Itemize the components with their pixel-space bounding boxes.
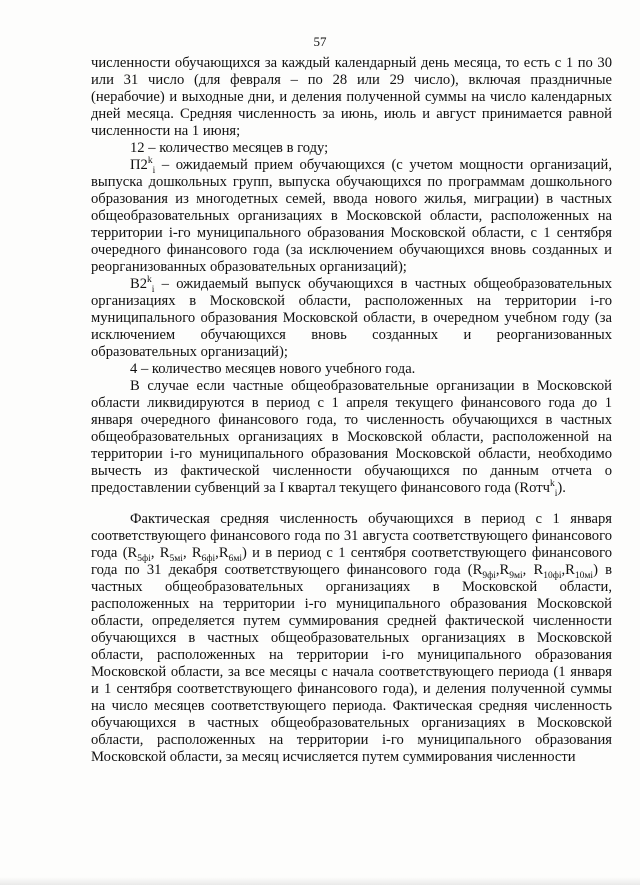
paragraph-text: , R	[182, 545, 202, 561]
paragraph-continuation: численности обучающихся за каждый календарный день месяца, то есть с 1 по 30 или 31 число (для февраля – по 28 или 29 число), включая праздничные (нерабочие) и выходные дни, и деления полученной суммы на число календарных дней месяца. Средняя численность за июнь, июль и август принимается равной численности на 1 июня;	[91, 55, 612, 139]
formula-subscript: 9мi	[509, 570, 523, 581]
formula-subscript: 6мi	[228, 553, 242, 564]
paragraph-text: – ожидаемый выпуск обучающихся в частных общеобразовательных организациях в Московской области, расположенных на территории i-го муниципального образования Московской области, в очередном учебном году (за исключением обучающихся вновь созданных и реорганизованных образовательных организаций);	[91, 276, 612, 360]
paragraph-expected-intake	[91, 157, 612, 276]
paragraph-text: ) и в период с 1 сентября соответствующего финансового года по 31 декабря соответствующего финансового года (R	[91, 545, 612, 578]
formula-symbol: В2	[130, 276, 148, 292]
formula-subscript: 9фi	[482, 570, 496, 581]
paragraph-text: В случае если частные общеобразовательные организации в Московской области ликвидируются в период с 1 апреля текущего финансового года до 1 января очередного финансового года, то численность обучающихся в частных общеобразовательных организациях в Московской области, расположенной на территории i-го муниципального образования Московской области, необходимо вычесть из фактической численности обучающихся по данным отчета о предоставлении субвенций за I квартал текущего финансового года (Rотч	[91, 378, 612, 496]
formula-superscript: k	[147, 275, 152, 286]
formula-subscript: 6фi	[201, 553, 216, 564]
paragraph-text: , R	[150, 545, 170, 561]
paragraph-liquidation-case	[91, 378, 612, 497]
formula-symbol: П2	[130, 157, 148, 173]
formula-subscript: i	[554, 488, 558, 499]
paragraph-actual-average	[91, 511, 612, 766]
formula-subscript: i	[152, 165, 156, 176]
paragraph-months-in-year: 12 – количество месяцев в году;	[130, 140, 329, 156]
paragraph-text: Фактическая средняя численность обучающихся в период с 1 января соответствующего финансового года по 31 августа соответствующего финансового года (R	[91, 511, 612, 561]
document-body	[91, 55, 612, 766]
formula-superscript: k	[549, 479, 555, 490]
paragraph-text: ,R	[215, 545, 229, 561]
paragraph-text: – ожидаемый прием обучающихся (с учетом мощности организаций, выпуска дошкольных групп, выпуска обучающихся по программам дошкольного образования из многодетных семей, ввода нового жилья, миграции) в частных общеобразовательных организациях в Московской области, расположенных на территории i-го муниципального образования Московской области, с 1 сентября очередного финансового года (за исключением обучающихся вновь созданных и реорганизованных образовательных организаций);	[91, 157, 612, 275]
formula-subscript: 5фi	[137, 553, 151, 564]
formula-superscript: k	[147, 156, 153, 167]
formula-subscript: 5мi	[169, 553, 183, 564]
page-number: 57	[313, 34, 327, 49]
paragraph-new-school-year-months: 4 – количество месяцев нового учебного года.	[130, 361, 416, 377]
scan-bottom-edge	[0, 877, 640, 885]
paragraph-text-end: ).	[557, 480, 566, 496]
paragraph-text: ) в частных общеобразовательных организациях в Московской области, расположенных на территории i-го муниципального образования Московской области, определяется путем суммирования средней фактической численности обучающихся в частных общеобразовательных организациях в Московской области, расположенных на территории i-го муниципального образования Московской области, за все месяцы с начала соответствующего периода (1 января и 1 сентября соответствующего финансового года), и деления полученной суммы на число месяцев соответствующего периода. Фактическая средняя численность обучающихся в частных общеобразовательных организациях в Московской области, расположенных на территории i-го муниципального образования Московской области, за месяц исчисляется путем суммирования численности	[91, 562, 613, 765]
formula-subscript: i	[151, 284, 155, 295]
paragraph-text: , R	[522, 562, 544, 578]
formula-subscript: 10мi	[574, 570, 594, 581]
paragraph-text: ,R	[561, 562, 575, 578]
formula-subscript: 10фi	[543, 570, 562, 581]
paragraph-text: ,R	[495, 562, 510, 578]
paragraph-expected-graduation	[91, 276, 612, 361]
